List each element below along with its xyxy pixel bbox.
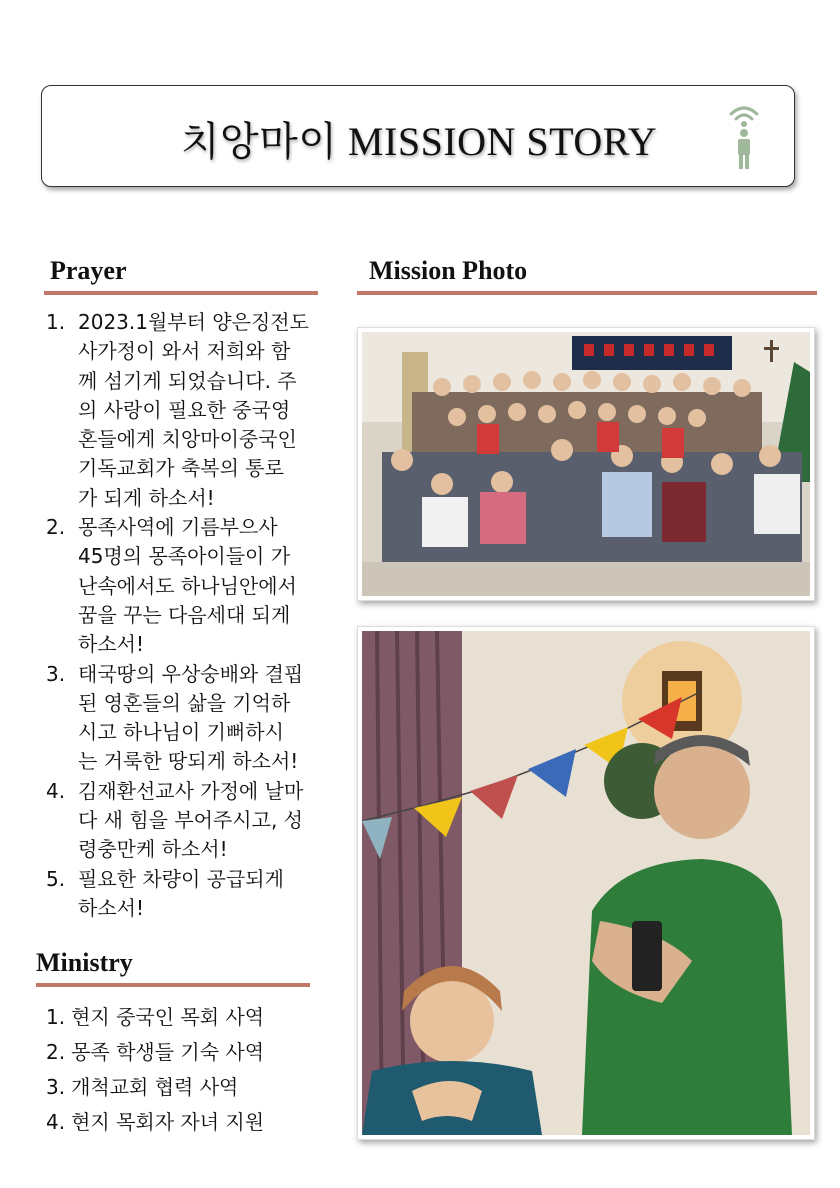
list-number: 3. bbox=[46, 1075, 66, 1099]
list-number: 4. bbox=[46, 778, 66, 803]
list-line: 령충만케 하소서! bbox=[78, 837, 228, 862]
list-item bbox=[46, 1105, 336, 1140]
list-item bbox=[42, 865, 332, 924]
list-number: 2. bbox=[46, 515, 66, 540]
prayer-list bbox=[42, 308, 332, 923]
list-line: 사가정이 와서 저희와 함 bbox=[78, 339, 291, 364]
list-line: 된 영혼들의 삶을 기억하 bbox=[78, 690, 291, 715]
list-number: 5. bbox=[46, 866, 66, 891]
list-line: 태국땅의 우상숭배와 결핍 bbox=[78, 661, 304, 686]
list-line: 난속에서도 하나님안에서 bbox=[78, 573, 297, 598]
prayer-heading: Prayer bbox=[50, 256, 127, 285]
title-box bbox=[41, 85, 795, 187]
list-number: 1. bbox=[46, 1005, 66, 1029]
list-line: 는 거룩한 땅되게 하소서! bbox=[78, 749, 299, 774]
list-line: 필요한 차량이 공급되게 bbox=[78, 866, 284, 891]
photo-rule bbox=[357, 291, 817, 295]
list-line: 기독교회가 축복의 통로 bbox=[78, 456, 284, 481]
list-line: 하소서! bbox=[78, 895, 144, 920]
list-line: 꿈을 꾸는 다음세대 되게 bbox=[78, 602, 291, 627]
list-item bbox=[42, 513, 332, 659]
list-item bbox=[46, 1000, 336, 1035]
list-item bbox=[46, 1070, 336, 1105]
photo-heading: Mission Photo bbox=[369, 256, 528, 285]
list-number: 3. bbox=[46, 661, 66, 686]
list-line: 다 새 힘을 부어주시고, 성 bbox=[78, 808, 303, 833]
list-line: 께 섬기게 되었습니다. 주 bbox=[78, 368, 297, 393]
list-number: 4. bbox=[46, 1110, 66, 1134]
list-text: 현지 중국인 목회 사역 bbox=[71, 1005, 265, 1029]
list-line: 몽족사역에 기름부으사 bbox=[78, 515, 278, 540]
list-line: 의 사랑이 필요한 중국영 bbox=[78, 397, 291, 422]
ministry-heading: Ministry bbox=[36, 948, 133, 977]
list-line: 하소서! bbox=[78, 632, 144, 657]
worship-photo bbox=[357, 626, 815, 1140]
list-line: 2023.1월부터 양은징전도 bbox=[78, 310, 309, 334]
list-line: 45명의 몽족아이들이 가 bbox=[78, 544, 291, 569]
list-number: 2. bbox=[46, 1040, 66, 1064]
list-item bbox=[42, 660, 332, 777]
list-line: 가 되게 하소서! bbox=[78, 485, 215, 510]
list-item bbox=[42, 777, 332, 865]
list-line: 시고 하나님이 기뻐하시 bbox=[78, 720, 284, 745]
prayer-rule bbox=[44, 291, 318, 295]
list-line: 혼들에게 치앙마이중국인 bbox=[78, 427, 297, 452]
list-text: 개척교회 협력 사역 bbox=[71, 1075, 239, 1099]
person-signal-icon bbox=[728, 100, 760, 172]
page-title: 치앙마이 MISSION STORY bbox=[180, 119, 658, 164]
list-line: 김재환선교사 가정에 날마 bbox=[78, 778, 304, 803]
group-photo bbox=[357, 327, 815, 601]
ministry-list bbox=[46, 1000, 336, 1140]
list-number: 1. bbox=[46, 310, 66, 334]
list-text: 몽족 학생들 기숙 사역 bbox=[71, 1040, 265, 1064]
list-text: 현지 목회자 자녀 지원 bbox=[71, 1110, 265, 1134]
ministry-rule bbox=[36, 983, 310, 987]
list-item bbox=[46, 1035, 336, 1070]
list-item bbox=[42, 308, 332, 513]
